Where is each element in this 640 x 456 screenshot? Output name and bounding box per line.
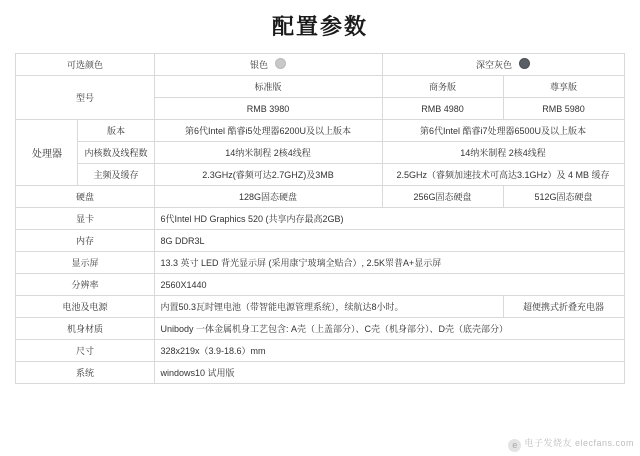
table-row-display [16, 252, 624, 274]
table-row-cpu-freq [16, 164, 624, 186]
storage-premium: 512G固态硬盘 [503, 186, 624, 208]
watermark [508, 436, 634, 452]
material-value: Unibody 一体金属机身工艺包含: A壳（上盖部分）、C壳（机身部分）、D壳（底壳部分） [154, 318, 624, 340]
row-label-storage: 硬盘 [16, 186, 154, 208]
variant-business: 商务版 [382, 76, 503, 98]
row-label-cpu: 处理器 [16, 120, 78, 186]
watermark-logo-icon: e [508, 439, 521, 452]
variant-premium: 尊享版 [503, 76, 624, 98]
cpu-sub-freq: 主频及缓存 [78, 164, 154, 186]
row-label-size: 尺寸 [16, 340, 154, 362]
table-row-system [16, 362, 624, 384]
table-row-model-variants [16, 76, 624, 98]
cpu-version-right: 第6代Intel 酷睿i7处理器6500U及以上版本 [382, 120, 624, 142]
price-business: RMB 4980 [382, 98, 503, 120]
color-option-gray[interactable] [382, 54, 624, 76]
battery-value: 内置50.3瓦时锂电池（带智能电源管理系统），续航达8小时。 [154, 296, 503, 318]
cpu-sub-version: 版本 [78, 120, 154, 142]
table-row-material [16, 318, 624, 340]
color-name-silver: 银色 [249, 60, 268, 70]
row-label-material: 机身材质 [16, 318, 154, 340]
cpu-version-left: 第6代Intel 酷睿i5处理器6200U及以上版本 [154, 120, 382, 142]
gpu-value: 6代Intel HD Graphics 520 (共享内存最高2GB) [154, 208, 624, 230]
display-value: 13.3 英寸 LED 背光显示屏 (采用康宁玻璃全贴合）, 2.5K眔普A+显示屏 [154, 252, 624, 274]
price-premium: RMB 5980 [503, 98, 624, 120]
row-label-system: 系统 [16, 362, 154, 384]
color-name-gray: 深空灰色 [476, 60, 513, 70]
memory-value: 8G DDR3L [154, 230, 624, 252]
row-label-color: 可选颜色 [16, 54, 154, 76]
table-row-storage [16, 186, 624, 208]
spec-table [15, 53, 624, 384]
row-label-memory: 内存 [16, 230, 154, 252]
row-label-model: 型号 [16, 76, 154, 120]
price-standard: RMB 3980 [154, 98, 382, 120]
watermark-text: 电子发烧友 elecfans.com [524, 438, 634, 448]
table-row-size [16, 340, 624, 362]
table-row-battery [16, 296, 624, 318]
silver-swatch-icon [275, 58, 286, 69]
table-row-cpu-cores [16, 142, 624, 164]
storage-business: 256G固态硬盘 [382, 186, 503, 208]
table-row-memory [16, 230, 624, 252]
table-row-gpu [16, 208, 624, 230]
table-row-resolution [16, 274, 624, 296]
cpu-freq-right: 2.5GHz（睿频加速技术可高达3.1GHz）及 4 MB 缓存 [382, 164, 624, 186]
system-value: windows10 试用版 [154, 362, 624, 384]
row-label-battery: 电池及电源 [16, 296, 154, 318]
table-row-color [16, 54, 624, 76]
space-gray-swatch-icon [519, 58, 530, 69]
table-row-cpu-version [16, 120, 624, 142]
row-label-display: 显示屏 [16, 252, 154, 274]
page-title: 配置参数 [271, 14, 368, 39]
storage-standard: 128G固态硬盘 [154, 186, 382, 208]
variant-standard: 标准版 [154, 76, 382, 98]
cpu-cores-left: 14纳米制程 2核4线程 [154, 142, 382, 164]
resolution-value: 2560X1440 [154, 274, 624, 296]
row-label-resolution: 分辨率 [16, 274, 154, 296]
cpu-sub-cores: 内核数及线程数 [78, 142, 154, 164]
color-option-silver[interactable] [154, 54, 382, 76]
battery-charger: 超便携式折叠充电器 [503, 296, 624, 318]
cpu-cores-right: 14纳米制程 2核4线程 [382, 142, 624, 164]
cpu-freq-left: 2.3GHz(睿频可达2.7GHZ)及3MB [154, 164, 382, 186]
size-value: 328x219x（3.9-18.6）mm [154, 340, 624, 362]
row-label-gpu: 显卡 [16, 208, 154, 230]
